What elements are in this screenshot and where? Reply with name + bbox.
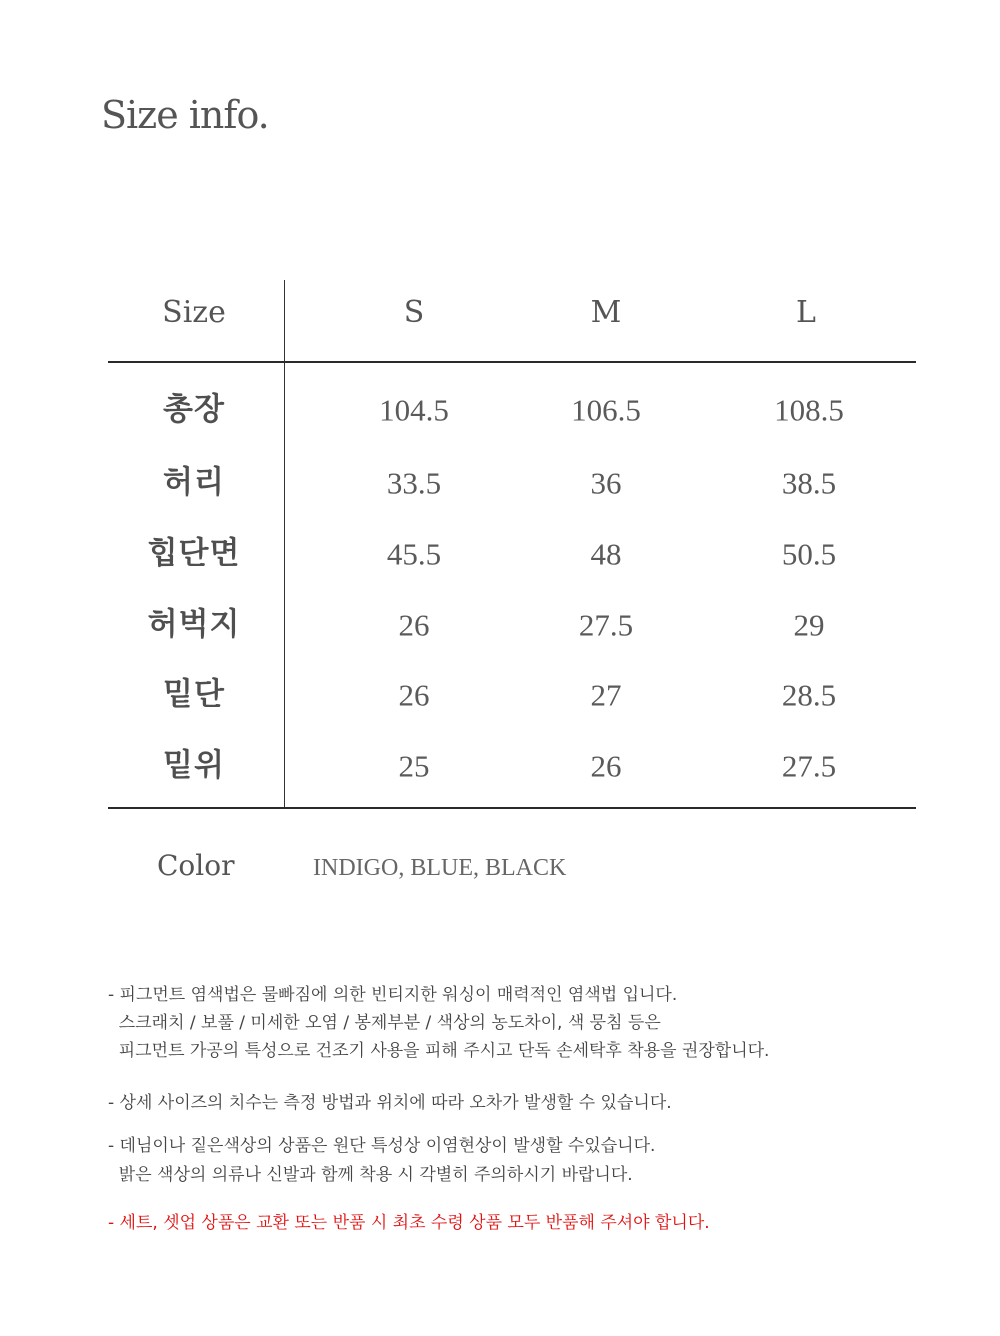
table-cell: 27.5 [781, 748, 837, 784]
table-cell: 106.5 [571, 392, 641, 428]
table-cell: 38.5 [781, 465, 837, 501]
table-cell: 108.5 [774, 392, 844, 428]
size-column-l: L [796, 295, 816, 330]
size-column-s: S [403, 295, 425, 330]
row-label-rise: 밑위 [163, 747, 225, 784]
table-cell: 48 [590, 536, 622, 572]
table-cell: 26 [398, 677, 430, 713]
note-line: - 상세 사이즈의 치수는 측정 방법과 위치에 따라 오차가 발생할 수 있습니다. [108, 1093, 672, 1113]
table-cell: 29 [793, 607, 825, 643]
table-cell: 26 [590, 748, 622, 784]
row-label-hem: 밑단 [163, 676, 225, 713]
table-column-divider [284, 280, 285, 808]
size-table [108, 280, 916, 809]
note-line: 스크래치 / 보풀 / 미세한 오염 / 봉제부분 / 색상의 농도차이, 색 뭉침 등은 [108, 1013, 661, 1033]
row-label-hip: 힙단면 [147, 535, 241, 572]
table-header-rule [108, 361, 916, 363]
note-line: - 피그먼트 염색법은 물빠짐에 의한 빈티지한 워싱이 매력적인 염색법 입니다. [108, 985, 678, 1005]
table-bottom-rule [108, 807, 916, 809]
table-cell: 50.5 [781, 536, 837, 572]
table-cell: 28.5 [781, 677, 837, 713]
table-cell: 26 [398, 607, 430, 643]
row-label-waist: 허리 [163, 464, 225, 501]
warning-note: - 세트, 셋업 상품은 교환 또는 반품 시 최초 수령 상품 모두 반품해 주셔야 합니다. [108, 1213, 710, 1233]
table-cell: 104.5 [379, 392, 449, 428]
row-label-thigh: 허벅지 [147, 606, 241, 643]
note-line: 피그먼트 가공의 특성으로 건조기 사용을 피해 주시고 단독 손세탁후 착용을 권장합니다. [108, 1041, 770, 1061]
table-cell: 25 [398, 748, 430, 784]
note-line: 밝은 색상의 의류나 신발과 함께 착용 시 각별히 주의하시기 바랍니다. [108, 1165, 633, 1185]
table-cell: 36 [590, 465, 622, 501]
table-cell: 45.5 [386, 536, 442, 572]
color-label: Color [157, 849, 235, 882]
color-value: INDIGO, BLUE, BLACK [313, 855, 567, 881]
table-cell: 27.5 [578, 607, 634, 643]
table-cell: 27 [590, 677, 622, 713]
note-line: - 데님이나 짙은색상의 상품은 원단 특성상 이염현상이 발생할 수있습니다. [108, 1136, 656, 1156]
page-title: Size info. [101, 93, 269, 137]
size-header-label: Size [162, 295, 226, 330]
row-label-total-length: 총장 [163, 391, 225, 428]
table-cell: 33.5 [386, 465, 442, 501]
size-column-m: M [590, 295, 622, 330]
